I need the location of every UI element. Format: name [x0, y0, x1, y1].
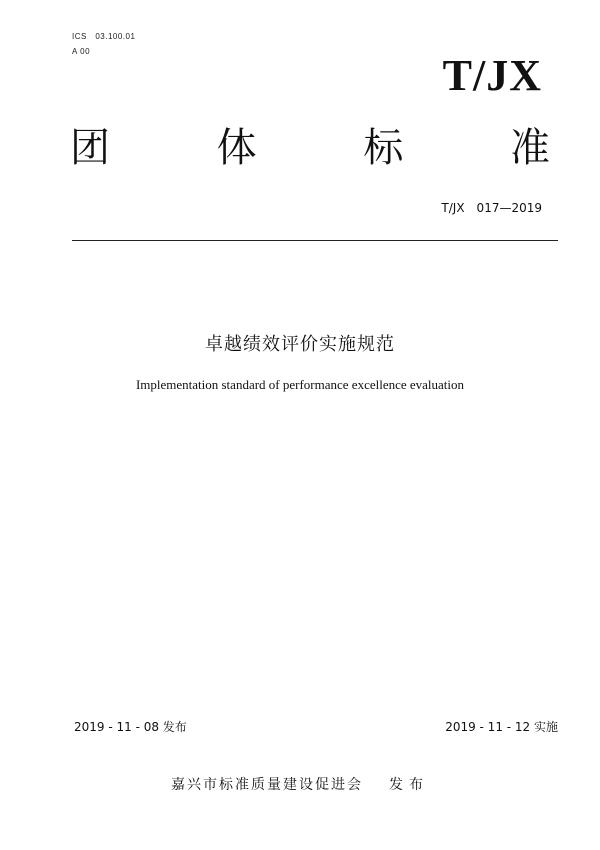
group-standard-title [70, 116, 550, 173]
document-title-english: Implementation standard of performance excellence evaluation [135, 377, 465, 392]
title-char-1: 团 [70, 125, 110, 171]
document-title-chinese: 卓越绩效评价实施规范 [205, 334, 395, 355]
effective-date: 2019 - 11 - 12 实施 [445, 720, 558, 734]
publisher-line [0, 774, 600, 794]
publisher-action: 发布 [389, 777, 429, 793]
header-divider [72, 240, 558, 241]
ics-code: ICS 03.100.01 [72, 32, 136, 41]
title-char-4: 准 [509, 125, 550, 171]
standard-code-mark: T/JX [442, 51, 542, 100]
title-char-3: 标 [363, 125, 404, 171]
standard-number: T/JX 017—2019 [441, 201, 542, 215]
publisher-name: 嘉兴市标准质量建设促进会 [171, 777, 363, 793]
title-char-2: 体 [216, 125, 257, 171]
publish-date: 2019 - 11 - 08 发布 [74, 720, 187, 734]
ccs-code: A 00 [72, 47, 91, 56]
